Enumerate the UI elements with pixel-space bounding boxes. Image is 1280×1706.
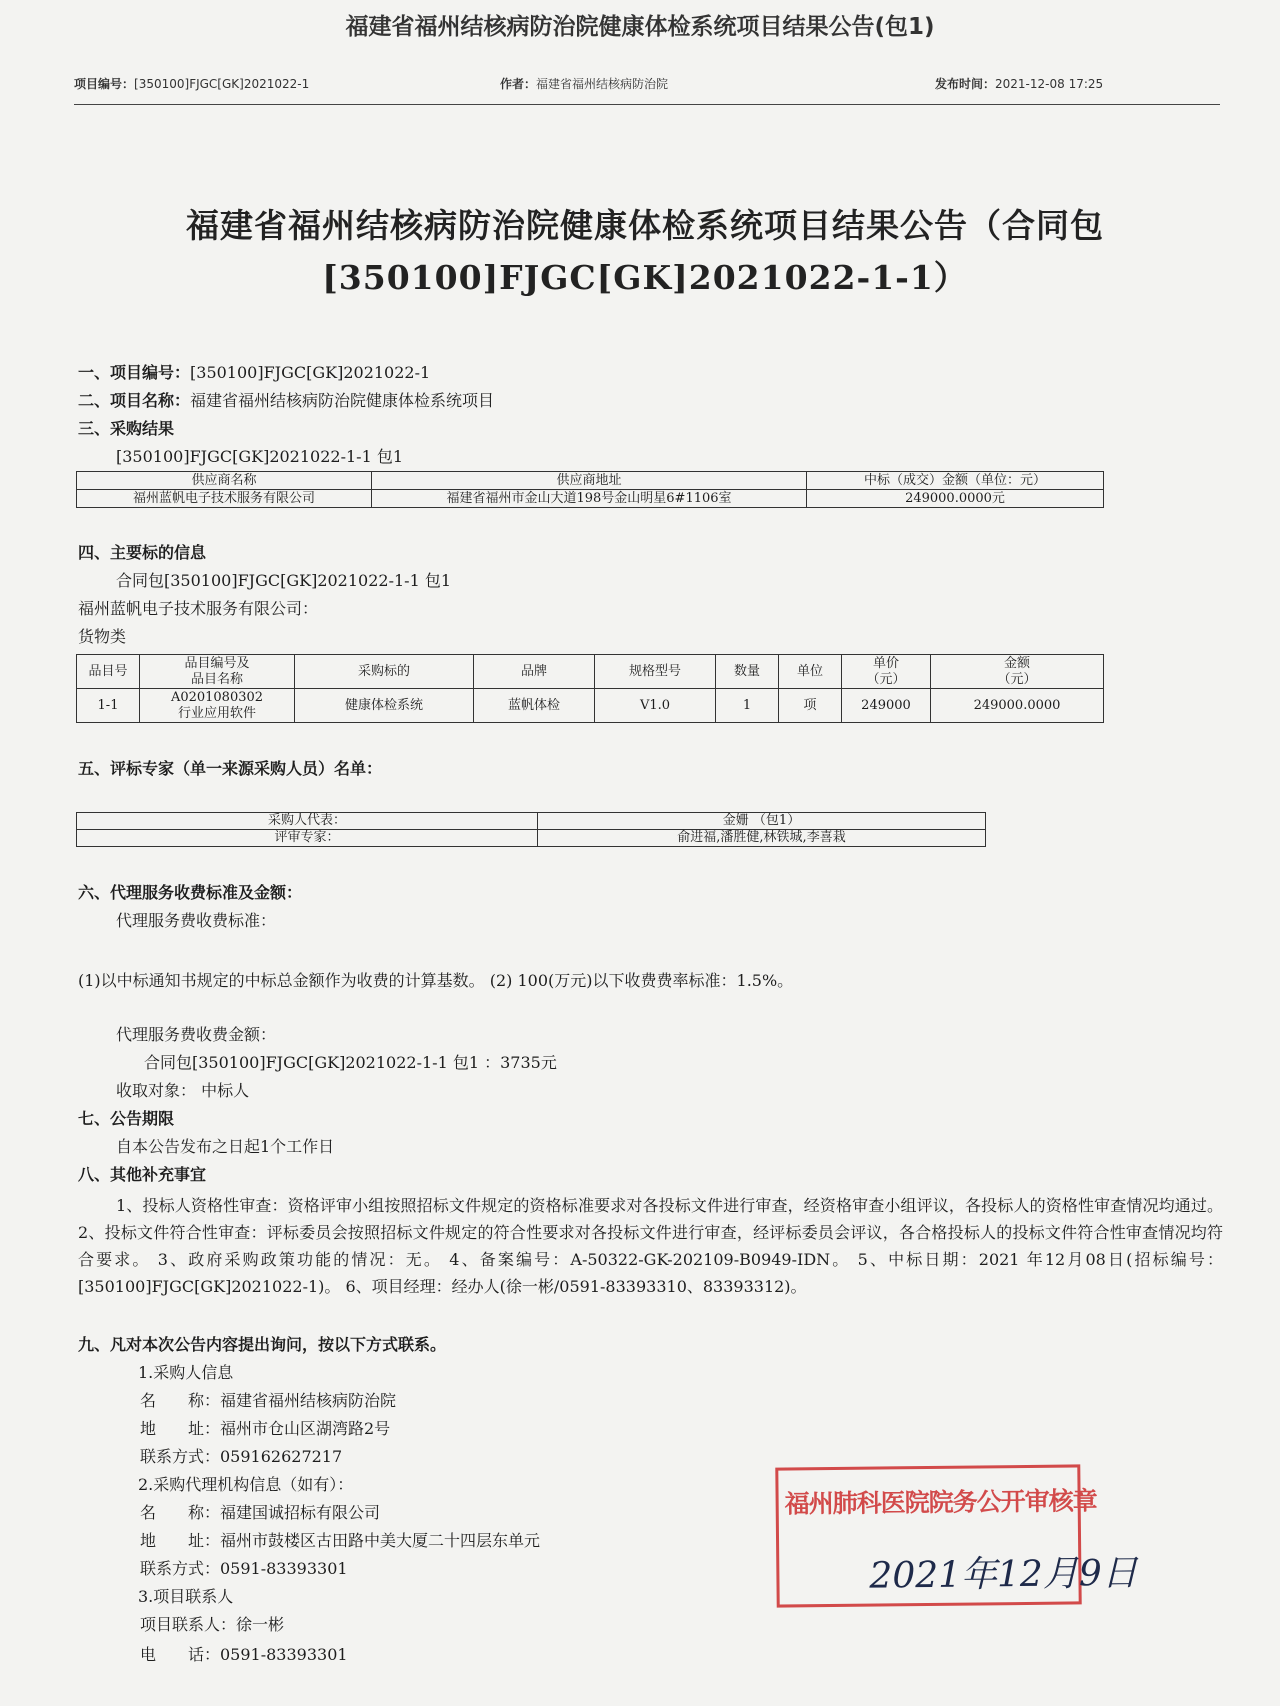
- result-cell-address: 福建省福州市金山大道198号金山明星6#1106室: [372, 490, 807, 508]
- section-contact: 九、凡对本次公告内容提出询问，按以下方式联系。: [78, 1335, 447, 1354]
- section-procurement-result: 三、采购结果: [78, 419, 175, 438]
- subject-cell-total: 249000.0000: [931, 689, 1104, 723]
- subject-cell-qty: 1: [716, 689, 779, 723]
- header-divider: [74, 104, 1220, 105]
- experts-table: [76, 812, 986, 847]
- purchaser-name: 名 称：福建省福州结核病防治院: [140, 1391, 397, 1410]
- fee-target: 收取对象： 中标人: [116, 1081, 250, 1100]
- result-header-name: 供应商名称: [77, 472, 372, 490]
- subject-category: 货物类: [78, 627, 127, 646]
- purchaser-contact: 联系方式：059162627217: [140, 1447, 343, 1466]
- fee-amount-label: 代理服务费收费金额：: [116, 1025, 277, 1044]
- section-project-number: 一、项目编号：[350100]FJGC[GK]2021022-1: [78, 363, 431, 382]
- section-project-name: 二、项目名称：福建省福州结核病防治院健康体检系统项目: [78, 391, 495, 410]
- result-header-amount: 中标（成交）金额（单位：元）: [807, 472, 1104, 490]
- page-header-title: 福建省福州结核病防治院健康体检系统项目结果公告(包1): [345, 14, 935, 40]
- subject-header-unit: 单位: [779, 655, 842, 689]
- project-number-meta: 项目编号：[350100]FJGC[GK]2021022-1: [74, 77, 310, 91]
- subject-cell-spec: V1.0: [595, 689, 716, 723]
- subject-cell-unit: 项: [779, 689, 842, 723]
- subject-header-target: 采购标的: [295, 655, 474, 689]
- section-notice-period: 七、公告期限: [78, 1109, 175, 1128]
- result-cell-name: 福州蓝帆电子技术服务有限公司: [77, 490, 372, 508]
- section-agency-fee: 六、代理服务收费标准及金额：: [78, 883, 303, 902]
- subject-package: 合同包[350100]FJGC[GK]2021022-1-1 包1: [116, 571, 452, 590]
- subject-header-item-no: 品目号: [77, 655, 140, 689]
- fee-standard-label: 代理服务费收费标准：: [116, 911, 277, 930]
- subject-header-total: 金额 （元）: [931, 655, 1104, 689]
- experts-value-purchaser: 金姗 （包1）: [538, 813, 986, 830]
- main-title-line2: [350100]FJGC[GK]2021022-1-1）: [322, 258, 968, 297]
- section-other-matters: 八、其他补充事宜: [78, 1165, 207, 1184]
- subject-header-item-code: 品目编号及 品目名称: [140, 655, 295, 689]
- subject-cell-item-code: A0201080302 行业应用软件: [140, 689, 295, 723]
- stamp-text: 福州肺科医院院务公开审核章: [784, 1486, 1097, 1519]
- subject-table: [76, 654, 1104, 723]
- subject-header-spec: 规格型号: [595, 655, 716, 689]
- subject-cell-target: 健康体检系统: [295, 689, 474, 723]
- contact-heading: 3.项目联系人: [138, 1587, 234, 1606]
- subject-cell-item-no: 1-1: [77, 689, 140, 723]
- publish-time-meta: 发布时间：2021-12-08 17:25: [935, 77, 1104, 91]
- notice-period-text: 自本公告发布之日起1个工作日: [116, 1137, 335, 1156]
- fee-standard-text: (1)以中标通知书规定的中标总金额作为收费的计算基数。 (2) 100(万元)以下收费费率标准：1.5%。: [78, 971, 794, 990]
- section-experts: 五、评标专家（单一来源采购人员）名单：: [78, 759, 383, 778]
- agency-contact: 联系方式：0591-83393301: [140, 1559, 348, 1578]
- audit-stamp: [775, 1464, 1138, 1607]
- author-meta: 作者：福建省福州结核病防治院: [500, 77, 669, 91]
- stamp-handwritten-date: 2021年12月9日: [869, 1552, 1138, 1597]
- main-title: [80, 200, 1210, 304]
- subject-cell-price: 249000: [842, 689, 931, 723]
- purchaser-heading: 1.采购人信息: [138, 1363, 234, 1382]
- contact-phone: 电 话：0591-83393301: [140, 1645, 348, 1664]
- agency-address: 地 址：福州市鼓楼区古田路中美大厦二十四层东单元: [140, 1531, 541, 1550]
- subject-cell-brand: 蓝帆体检: [474, 689, 595, 723]
- fee-amount-text: 合同包[350100]FJGC[GK]2021022-1-1 包1 ：3735元: [144, 1053, 557, 1072]
- experts-label-reviewers: 评审专家：: [77, 830, 538, 847]
- result-header-address: 供应商地址: [372, 472, 807, 490]
- agency-name: 名 称：福建国诚招标有限公司: [140, 1503, 381, 1522]
- purchaser-address: 地 址：福州市仓山区湖湾路2号: [140, 1419, 391, 1438]
- experts-value-reviewers: 俞进福,潘胜健,林铁城,李喜栽: [538, 830, 986, 847]
- experts-label-purchaser: 采购人代表：: [77, 813, 538, 830]
- result-package: [350100]FJGC[GK]2021022-1-1 包1: [116, 447, 404, 466]
- result-cell-amount: 249000.0000元: [807, 490, 1104, 508]
- agency-heading: 2.采购代理机构信息（如有）：: [138, 1475, 354, 1494]
- contact-person: 项目联系人：徐一彬: [140, 1615, 285, 1634]
- subject-header-brand: 品牌: [474, 655, 595, 689]
- subject-header-qty: 数量: [716, 655, 779, 689]
- main-title-line1: 福建省福州结核病防治院健康体检系统项目结果公告（合同包: [186, 206, 1104, 245]
- other-matters-text: 1、投标人资格性审查：资格评审小组按照招标文件规定的资格标准要求对各投标文件进行审查，经资格审查小组评议，各投标人的资格性审查情况均通过。 2、投标文件符合性审查：评标委员会按照招标文件规定的符合性要求对各投标文件进行审查，经评标委员会评议，各合格投标人的投标文件符合性审查情况均符合要求。 3、政府采购政策功能的情况：无。 4、备案编号：A-50322-GK-202109-B0949-IDN。 5、中标日期：2021 年12月08日(招标编号：[350100]FJGC[GK]2021022-1)。 6、项目经理：经办人(徐一彬/0591-83393310、83393312)。: [78, 1196, 1223, 1296]
- result-table: [76, 471, 1104, 508]
- section-main-subject: 四、主要标的信息: [78, 543, 207, 562]
- subject-header-price: 单价 （元）: [842, 655, 931, 689]
- subject-company: 福州蓝帆电子技术服务有限公司：: [78, 599, 319, 618]
